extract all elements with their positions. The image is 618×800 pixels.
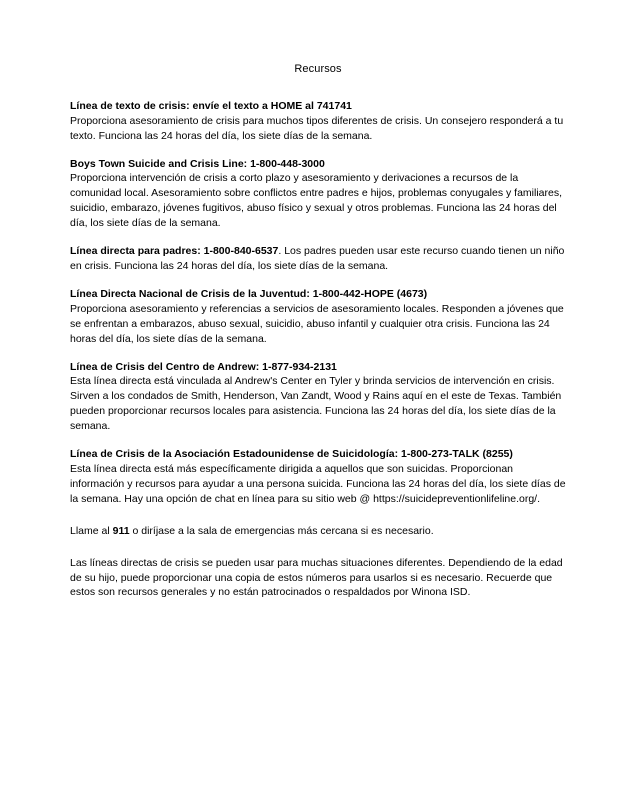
resource-entry: [70, 360, 566, 435]
emergency-note-pre: Llame al: [70, 524, 113, 537]
resource-text: [70, 447, 566, 462]
resource-heading: Línea Directa Nacional de Crisis de la Juventud: 1-800-442-HOPE (4673): [70, 287, 428, 300]
resource-heading-tail: . Los padres pueden usar este recurso cuando tienen un niño en crisis. Funciona las 24 horas del día, los siete días de la semana.: [70, 245, 565, 272]
resource-text: [70, 287, 566, 302]
resource-body: Proporciona asesoramiento y referencias a servicios de asesoramiento locales. Responden a jóvenes que se enfrentan a embarazos, abuso sexual, suicidio, abuso infantil y cualquier otra crisis. Funciona las 24 horas del día, los siete días de la semana.: [70, 302, 564, 345]
resource-text: [70, 157, 566, 172]
resource-heading: Línea de texto de crisis: envíe el texto a HOME al 741741: [70, 99, 352, 112]
resource-text: [70, 244, 566, 274]
resource-heading: Línea de Crisis del Centro de Andrew: 1-877-934-2131: [70, 360, 337, 373]
resource-entry: [70, 244, 566, 274]
resource-body: Proporciona intervención de crisis a corto plazo y asesoramiento y derivaciones a recursos de la comunidad local. Asesoramiento sobre conflictos entre padres e hijos, problemas conyugales y familiares, suicidio, embarazo, jóvenes fugitivos, abuso físico y sexual y otros problemas. Funciona las 24 horas del día, los siete días de la semana.: [70, 172, 563, 230]
page-title: Recursos: [294, 63, 342, 75]
emergency-note: [70, 524, 566, 539]
resource-entry: [70, 447, 566, 507]
resource-body: Esta línea directa está más específicamente dirigida a aquellos que son suicidas. Proporcionan información y recursos para ayudar a una persona suicida. Funciona las 24 horas del día, los siete días de la semana. Hay una opción de chat en línea para su sitio web @ https://suicidepreventionlifeline.org/.: [70, 462, 566, 505]
closing-paragraph: Las líneas directas de crisis se pueden usar para muchas situaciones diferentes. Dependiendo de la edad de su hijo, puede proporcionar una copia de estos números para usarlos si es necesario. Recuerde que estos son recursos generales y no están patrocinados o respaldados por Winona ISD.: [70, 556, 563, 599]
resource-text: [70, 360, 566, 375]
resource-entry: [70, 157, 566, 232]
resource-entry: [70, 99, 566, 144]
emergency-number: 911: [112, 524, 130, 537]
resource-text: [70, 99, 566, 114]
resource-entry: [70, 287, 566, 347]
resource-heading: Línea directa para padres: 1-800-840-6537: [70, 245, 279, 258]
resource-body: Proporciona asesoramiento de crisis para muchos tipos diferentes de crisis. Un consejero responderá a tu texto. Funciona las 24 horas del día, los siete días de la semana.: [70, 114, 564, 142]
resource-heading: Línea de Crisis de la Asociación Estadounidense de Suicidología: 1-800-273-TALK (8255): [70, 448, 513, 461]
emergency-note-post: o diríjase a la sala de emergencias más cercana si es necesario.: [129, 524, 434, 537]
resource-heading: Boys Town Suicide and Crisis Line: 1-800-448-3000: [70, 157, 325, 170]
resource-body: Esta línea directa está vinculada al Andrew's Center en Tyler y brinda servicios de intervención en crisis. Sirven a los condados de Smith, Henderson, Van Zandt, Wood y Rains aquí en el este de Texas. También pueden proporcionar recursos locales para asistencia. Funciona las 24 horas del día, los siete días de la semana.: [70, 375, 562, 433]
